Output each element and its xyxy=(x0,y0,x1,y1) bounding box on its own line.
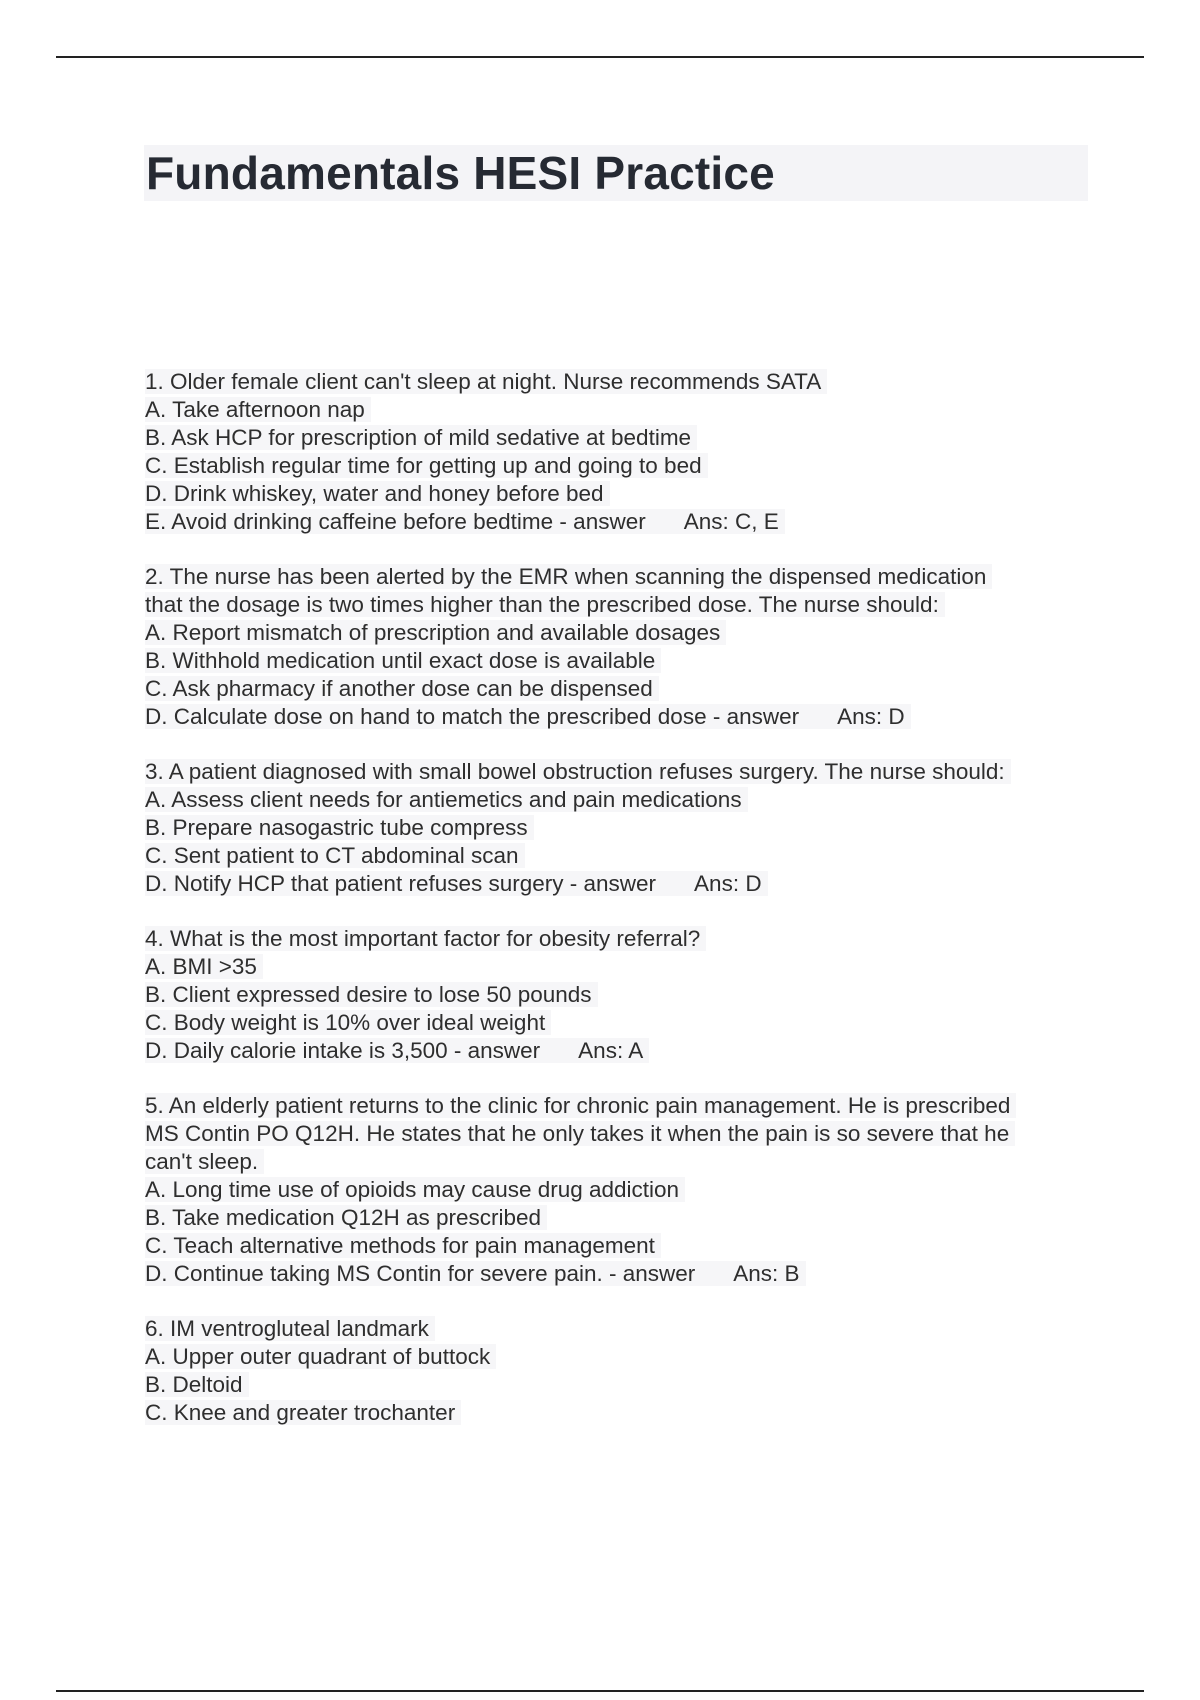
answer-option: B. Take medication Q12H as prescribed xyxy=(145,1204,1095,1232)
answer-option: D. Drink whiskey, water and honey before bed xyxy=(145,480,1095,508)
answer-key: Ans: B xyxy=(733,1261,800,1286)
answer-option: D. Calculate dose on hand to match the prescribed dose - answer Ans: D xyxy=(145,703,1095,731)
answer-option: D. Notify HCP that patient refuses surgery - answer Ans: D xyxy=(145,870,1095,898)
answer-option: A. BMI >35 xyxy=(145,953,1095,981)
question-2 xyxy=(145,563,1095,731)
answer-option: B. Ask HCP for prescription of mild sedative at bedtime xyxy=(145,424,1095,452)
answer-option: B. Withhold medication until exact dose is available xyxy=(145,647,1095,675)
answer-option: D. Continue taking MS Contin for severe pain. - answer Ans: B xyxy=(145,1260,1095,1288)
answer-key: Ans: C, E xyxy=(683,509,779,534)
question-stem: 5. An elderly patient returns to the clinic for chronic pain management. He is prescribed xyxy=(145,1092,1095,1120)
question-stem: that the dosage is two times higher than the prescribed dose. The nurse should: xyxy=(145,591,1095,619)
header-rule xyxy=(56,56,1144,58)
answer-option: A. Long time use of opioids may cause drug addiction xyxy=(145,1176,1095,1204)
question-1 xyxy=(145,368,1095,536)
answer-key: Ans: A xyxy=(578,1038,644,1063)
footer-rule xyxy=(56,1690,1144,1692)
answer-option: C. Sent patient to CT abdominal scan xyxy=(145,842,1095,870)
answer-option: E. Avoid drinking caffeine before bedtime - answer Ans: C, E xyxy=(145,508,1095,536)
document-title: Fundamentals HESI Practice xyxy=(146,147,775,199)
answer-option: A. Assess client needs for antiemetics and pain medications xyxy=(145,786,1095,814)
question-stem: MS Contin PO Q12H. He states that he only takes it when the pain is so severe that he xyxy=(145,1120,1095,1148)
question-5 xyxy=(145,1092,1095,1288)
answer-option: D. Daily calorie intake is 3,500 - answer Ans: A xyxy=(145,1037,1095,1065)
answer-option: C. Ask pharmacy if another dose can be dispensed xyxy=(145,675,1095,703)
answer-option: C. Establish regular time for getting up and going to bed xyxy=(145,452,1095,480)
answer-key: Ans: D xyxy=(694,871,762,896)
answer-option: B. Prepare nasogastric tube compress xyxy=(145,814,1095,842)
answer-option: C. Teach alternative methods for pain management xyxy=(145,1232,1095,1260)
question-stem: 2. The nurse has been alerted by the EMR when scanning the dispensed medication xyxy=(145,563,1095,591)
answer-option: A. Upper outer quadrant of buttock xyxy=(145,1343,1095,1371)
question-6 xyxy=(145,1315,1095,1427)
answer-option: B. Deltoid xyxy=(145,1371,1095,1399)
question-stem: 1. Older female client can't sleep at night. Nurse recommends SATA xyxy=(145,368,1095,396)
answer-option: C. Body weight is 10% over ideal weight xyxy=(145,1009,1095,1037)
question-3 xyxy=(145,758,1095,898)
question-stem: 6. IM ventrogluteal landmark xyxy=(145,1315,1095,1343)
question-list xyxy=(145,368,1095,1454)
question-stem: 3. A patient diagnosed with small bowel obstruction refuses surgery. The nurse should: xyxy=(145,758,1095,786)
answer-option: B. Client expressed desire to lose 50 pounds xyxy=(145,981,1095,1009)
question-stem: can't sleep. xyxy=(145,1148,1095,1176)
answer-option: A. Report mismatch of prescription and available dosages xyxy=(145,619,1095,647)
answer-option: A. Take afternoon nap xyxy=(145,396,1095,424)
answer-option: C. Knee and greater trochanter xyxy=(145,1399,1095,1427)
question-4 xyxy=(145,925,1095,1065)
question-stem: 4. What is the most important factor for obesity referral? xyxy=(145,925,1095,953)
answer-key: Ans: D xyxy=(837,704,905,729)
